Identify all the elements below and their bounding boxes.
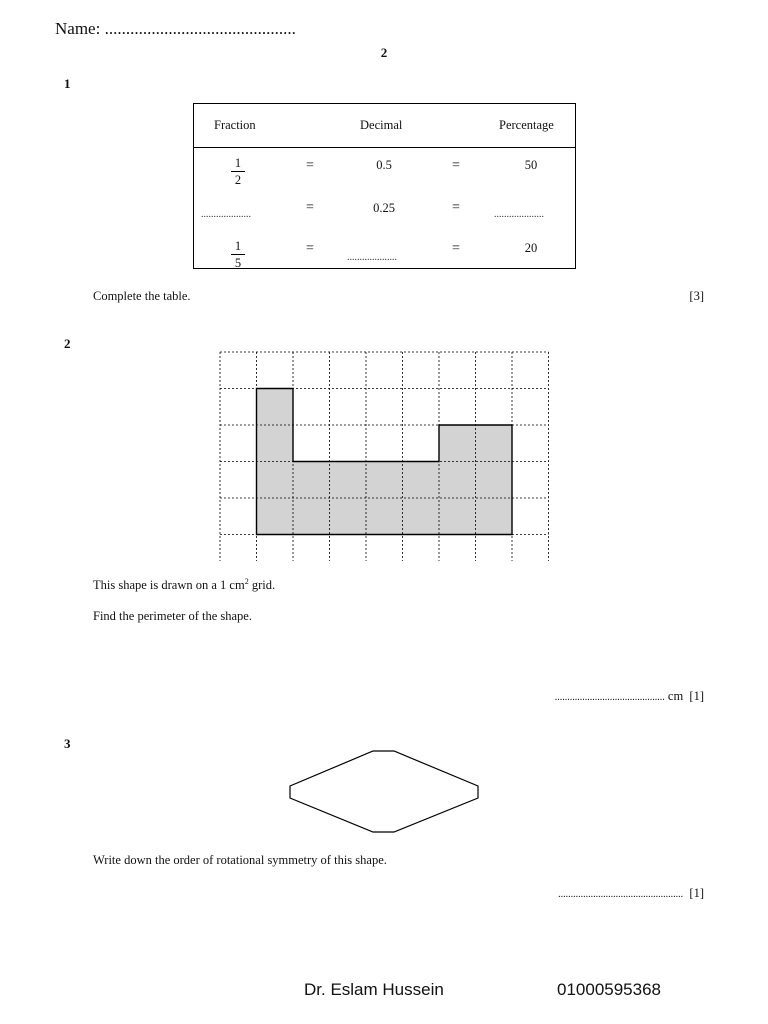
- fraction-denominator: 2: [234, 173, 242, 187]
- equals-sign: =: [306, 158, 314, 173]
- q2-instruction: Find the perimeter of the shape.: [93, 609, 252, 623]
- q1-marks: [3]: [689, 289, 704, 303]
- octagon-rhombus-shape: [286, 749, 482, 835]
- q2-answer-dots[interactable]: ............................................: [554, 692, 665, 703]
- decimal-cell: 0.25: [373, 201, 395, 215]
- name-dots: .............................................: [104, 19, 296, 38]
- question-number-1: 1: [64, 76, 71, 91]
- q3-marks: [1]: [689, 886, 704, 900]
- equals-sign: =: [306, 200, 314, 215]
- page-number: 2: [380, 45, 388, 60]
- q2-marks: [1]: [689, 689, 704, 703]
- shape-grid: [219, 351, 549, 561]
- fraction-numerator: 1: [234, 156, 242, 170]
- q3-instruction: Write down the order of rotational symmetry of this shape.: [93, 853, 387, 867]
- percentage-cell: 20: [524, 241, 538, 255]
- q1-instruction: Complete the table.: [93, 289, 191, 303]
- table-header-decimal: Decimal: [360, 118, 403, 132]
- decimal-cell: 0.5: [376, 158, 392, 172]
- q2-unit: cm: [667, 689, 684, 703]
- fraction-numerator: 1: [234, 239, 242, 253]
- fraction-one-half: [228, 156, 248, 187]
- fraction-one-fifth: [228, 239, 248, 270]
- fraction-bar: [231, 171, 245, 172]
- question-number-2: 2: [64, 336, 71, 351]
- percentage-answer-blank[interactable]: ....................: [494, 209, 544, 220]
- table-header-fraction: Fraction: [214, 118, 256, 132]
- q2-grid-description: [93, 577, 275, 593]
- footer-phone: 01000595368: [557, 980, 662, 999]
- q2-text-superscript: 2: [244, 577, 249, 586]
- fraction-denominator: 5: [234, 256, 242, 270]
- fraction-answer-blank[interactable]: ....................: [201, 209, 251, 220]
- percentage-cell: 50: [524, 158, 538, 172]
- table-header-rule: [194, 147, 575, 148]
- name-label: Name:: [55, 19, 101, 38]
- fraction-bar: [231, 254, 245, 255]
- q3-answer-dots[interactable]: ..................................................: [558, 889, 684, 900]
- q3-answer-line[interactable]: [470, 886, 704, 901]
- equals-sign: =: [306, 241, 314, 256]
- footer-author: Dr. Eslam Hussein: [304, 980, 444, 999]
- equals-sign: =: [452, 241, 460, 256]
- q2-text-prefix: This shape is drawn on a 1 cm: [93, 578, 245, 593]
- question-number-3: 3: [64, 736, 71, 751]
- equals-sign: =: [452, 158, 460, 173]
- table-header-percentage: Percentage: [499, 118, 554, 132]
- fraction-decimal-percentage-table: [193, 103, 576, 269]
- equals-sign: =: [452, 200, 460, 215]
- name-field[interactable]: [55, 19, 296, 39]
- q2-answer-line[interactable]: [470, 689, 704, 704]
- q2-text-suffix: grid.: [248, 578, 276, 593]
- shape-outline: [290, 751, 478, 832]
- decimal-answer-blank[interactable]: ....................: [347, 252, 397, 263]
